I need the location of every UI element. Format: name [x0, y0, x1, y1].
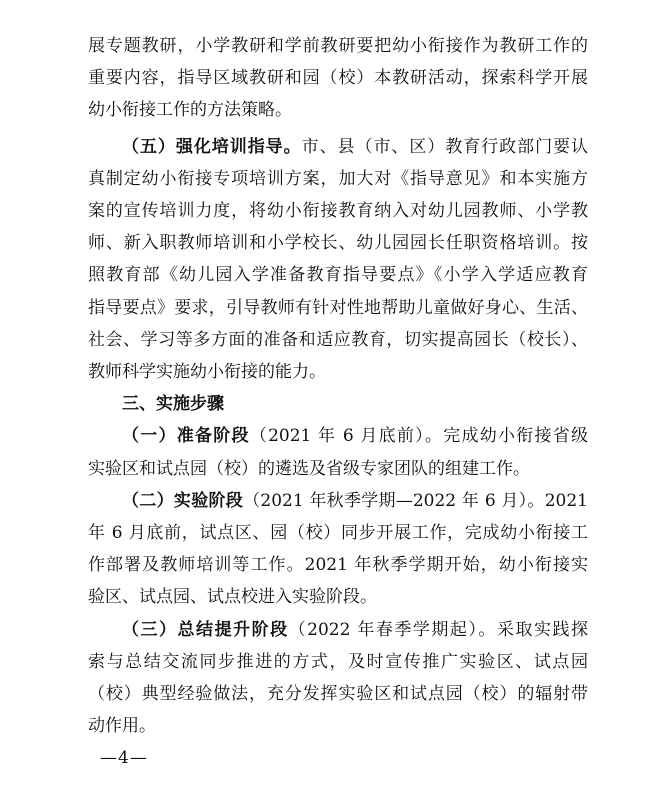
- paragraph-line: （二）实验阶段（2021 年秋季学期—2022 年 6 月）。2021: [122, 490, 588, 511]
- paragraph-line: 动作用。: [88, 716, 156, 737]
- section-lead: （五）强化培训指导。: [122, 136, 302, 157]
- paragraph-line: 索与总结交流同步推进的方式，及时宣传推广实验区、试点园: [88, 651, 588, 672]
- paragraph-line: （五）强化培训指导。市、县（市、区）教育行政部门要认: [122, 136, 589, 157]
- page-number: —4—: [100, 748, 148, 768]
- paragraph-line: （一）准备阶段（2021 年 6 月底前）。完成幼小衔接省级: [122, 426, 588, 447]
- paragraph-line: 验区、试点园、试点校进入实验阶段。: [88, 587, 377, 608]
- paragraph-line: （三）总结提升阶段（2022 年春季学期起）。采取实践探: [122, 619, 589, 640]
- paragraph-line: 展专题教研，小学教研和学前教研要把幼小衔接作为教研工作的: [88, 36, 588, 56]
- paragraph-line: 教师科学实施幼小衔接的能力。: [88, 362, 326, 383]
- paragraph-line: 作部署及教师培训等工作。2021 年秋季学期开始，幼小衔接实: [88, 555, 588, 576]
- paragraph-line: 社会、学习等多方面的准备和适应教育，切实提高园长（校长）、: [88, 329, 588, 350]
- paragraph-line: 年 6 月底前，试点区、园（校）同步开展工作，完成幼小衔接工: [88, 523, 588, 544]
- paragraph-line: 真制定幼小衔接专项培训方案，加大对《指导意见》和本实施方: [88, 168, 588, 189]
- section-lead: （二）实验阶段: [122, 490, 244, 511]
- paragraph-line: 案的宣传培训力度，将幼小衔接教育纳入对幼儿园教师、小学教: [88, 201, 588, 222]
- document-body: [88, 30, 588, 742]
- paragraph-line: （校）典型经验做法，充分发挥实验区和试点园（校）的辐射带: [88, 684, 588, 705]
- section-heading: 三、实施步骤: [122, 394, 224, 415]
- section-lead: （三）总结提升阶段: [122, 619, 289, 640]
- paragraph-line: 幼小衔接工作的方法策略。: [88, 100, 292, 121]
- section-lead: （一）准备阶段: [122, 426, 250, 447]
- paragraph-line: 重要内容，指导区域教研和园（校）本教研活动，探索科学开展: [88, 68, 588, 89]
- paragraph-line: 师、新入职教师培训和小学校长、幼儿园园长任职资格培训。按: [88, 233, 588, 254]
- paragraph-line: 照教育部《幼儿园入学准备教育指导要点》《小学入学适应教育: [88, 265, 588, 286]
- paragraph-line: 指导要点》要求，引导教师有针对性地帮助儿童做好身心、生活、: [88, 297, 588, 318]
- paragraph-line: 实验区和试点园（校）的遴选及省级专家团队的组建工作。: [88, 458, 530, 479]
